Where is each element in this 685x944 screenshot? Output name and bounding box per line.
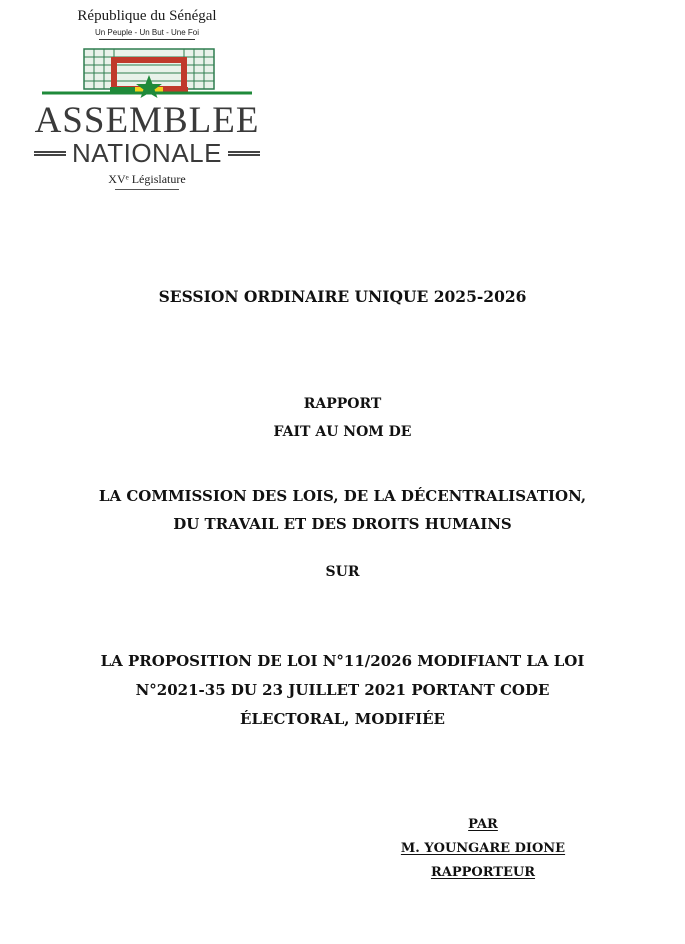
session-title: SESSION ORDINAIRE UNIQUE 2025-2026	[158, 287, 527, 306]
motto-underline	[99, 39, 195, 40]
assembly-building-logo	[38, 43, 256, 101]
by-label: PAR	[468, 817, 498, 832]
commission-line-1: LA COMMISSION DES LOIS, DE LA DÉCENTRALISATION,	[98, 487, 587, 505]
national-motto: Un Peuple - Un But - Une Foi	[94, 28, 200, 37]
subject-line-1: LA PROPOSITION DE LOI N°11/2026 MODIFIANT LA LOI	[100, 652, 585, 670]
report-label: RAPPORT	[303, 396, 382, 412]
institution-subtitle: NATIONALE	[72, 138, 222, 168]
author-role: RAPPORTEUR	[430, 865, 536, 880]
institution-subtitle-row	[34, 140, 260, 166]
legislature-underline	[115, 189, 179, 190]
letterhead	[34, 6, 260, 190]
right-rule	[228, 151, 260, 156]
subject-line-2: N°2021-35 DU 23 JUILLET 2021 PORTANT CODE	[135, 681, 550, 699]
left-rule	[34, 151, 66, 156]
country-name: République du Sénégal	[77, 8, 217, 24]
on-behalf-label: FAIT AU NOM DE	[273, 424, 412, 440]
on-label: SUR	[325, 564, 360, 580]
subject-line-3: ÉLECTORAL, MODIFIÉE	[240, 710, 445, 728]
commission-line-2: DU TRAVAIL ET DES DROITS HUMAINS	[173, 515, 512, 533]
institution-title: ASSEMBLEE	[34, 100, 260, 141]
author-name: M. YOUNGARE DIONE	[400, 841, 566, 856]
legislature: XVᵉ Législature	[108, 172, 186, 186]
